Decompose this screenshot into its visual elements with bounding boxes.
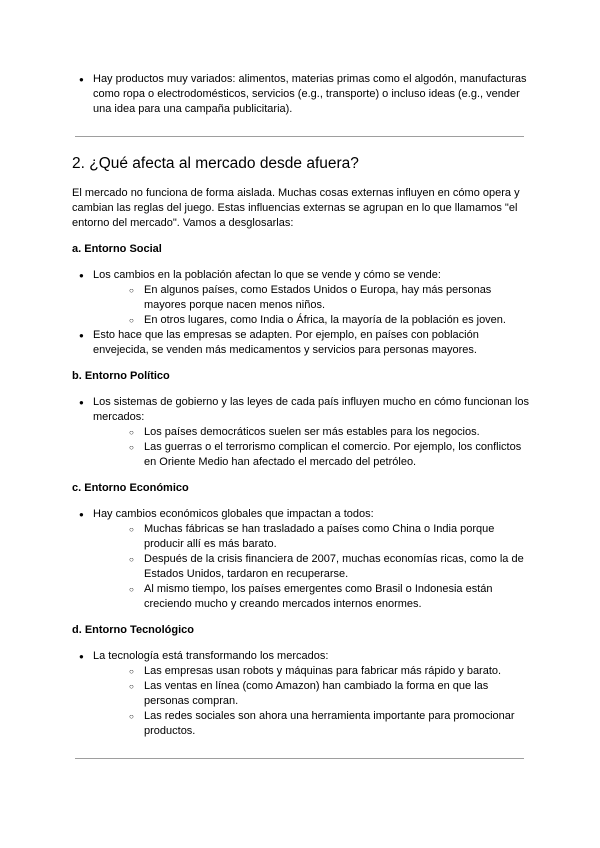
- subbullet-economico-2: ○ Después de la crisis financiera de 2007, muchas economías ricas, como la de Estados Unidos, tardaron en recuperarse.: [144, 552, 529, 582]
- subbullet-tecnologico-1: ○ Las empresas usan robots y máquinas para fabricar más rápido y barato.: [144, 664, 529, 679]
- bullet-politico-1: ● Los sistemas de gobierno y las leyes de cada país influyen mucho en cómo funcionan los mercados:: [93, 395, 533, 425]
- subbullet-politico-1: ○ Los países democráticos suelen ser más estables para los negocios.: [144, 425, 529, 440]
- section-title: 2. ¿Qué afecta al mercado desde afuera?: [72, 155, 359, 172]
- bullet-tecnologico-1: ● La tecnología está transformando los mercados:: [93, 649, 533, 664]
- heading-tecnologico: d. Entorno Tecnológico: [72, 624, 195, 636]
- subbullet-economico-1: ○ Muchas fábricas se han trasladado a países como China o India porque producir allí es más barato.: [144, 522, 529, 552]
- subbullet-tecnologico-3: ○ Las redes sociales son ahora una herramienta importante para promocionar productos.: [144, 709, 529, 739]
- subbullet-social-1: ○ En algunos países, como Estados Unidos o Europa, hay más personas mayores porque nacen menos niños.: [144, 283, 529, 313]
- subbullet-social-2: ○ En otros lugares, como India o África, la mayoría de la población es joven.: [144, 313, 529, 328]
- bullet-social-2: ● Esto hace que las empresas se adapten. Por ejemplo, en países con población envejecida, se venden más medicamentos y servicios para personas mayores.: [93, 328, 533, 358]
- bullet-social-1: ● Los cambios en la población afectan lo que se vende y cómo se vende:: [93, 268, 533, 283]
- bullet-product-variety: ● Hay productos muy variados: alimentos, materias primas como el algodón, manufacturas como ropa o electrodomésticos, servicios (e.g., transporte) o incluso ideas (e.g., vender una idea para una campaña publicitaria).: [93, 72, 533, 117]
- subbullet-economico-3: ○ Al mismo tiempo, los países emergentes como Brasil o Indonesia están creciendo mucho y creando mercados internos enormes.: [144, 582, 529, 612]
- divider-bottom: [75, 758, 524, 759]
- subbullet-tecnologico-2: ○ Las ventas en línea (como Amazon) han cambiado la forma en que las personas compran.: [144, 679, 529, 709]
- heading-politico: b. Entorno Político: [72, 370, 170, 382]
- bullet-economico-1: ● Hay cambios económicos globales que impactan a todos:: [93, 507, 533, 522]
- heading-social: a. Entorno Social: [72, 243, 162, 255]
- divider-top: [75, 136, 524, 137]
- heading-economico: c. Entorno Económico: [72, 482, 189, 494]
- section-intro-paragraph: El mercado no funciona de forma aislada. Muchas cosas externas influyen en cómo opera y cambian las reglas del juego. Estas influencias externas se agrupan en lo que llamamos "el entorno del mercado". Vamos a desglosarlas:: [72, 187, 520, 229]
- subbullet-politico-2: ○ Las guerras o el terrorismo complican el comercio. Por ejemplo, los conflictos en Oriente Medio han afectado el mercado del petróleo.: [144, 440, 529, 470]
